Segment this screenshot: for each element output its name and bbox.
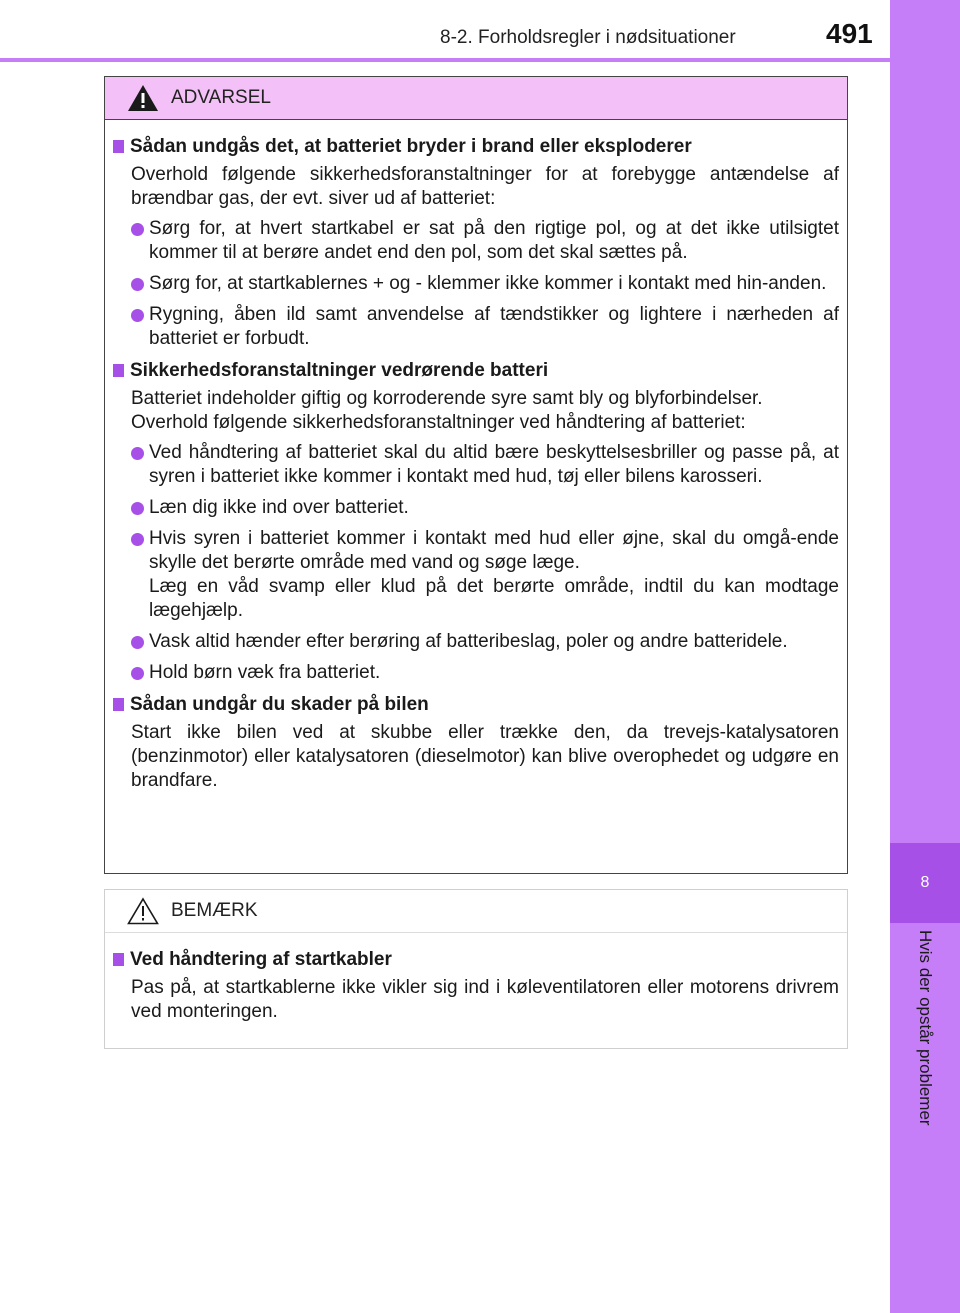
paragraph: Batteriet indeholder giftig og korroderende syre samt bly og blyforbindelser. Overhold følgende sikkerhedsforanstaltninger ved håndtering af batteriet: [131, 388, 763, 433]
square-bullet-icon [113, 698, 124, 711]
section-heading [113, 947, 839, 972]
list-item [131, 272, 839, 296]
round-bullet-icon [131, 636, 144, 649]
list-item [131, 630, 839, 654]
square-bullet-icon [113, 953, 124, 966]
list-item [131, 217, 839, 265]
list-item [131, 527, 839, 623]
chapter-title: Hvis der opstår problemer [916, 930, 935, 1126]
list-item [131, 661, 839, 685]
section-heading [113, 692, 839, 717]
heading-text: Ved håndtering af startkabler [130, 949, 392, 970]
warning-header [105, 77, 847, 120]
chapter-number: 8 [890, 843, 960, 923]
paragraph: Overhold følgende sikkerhedsforanstaltninger for at forebygge antændelse af brændbar gas, der evt. siver ud af batteriet: [131, 164, 839, 209]
section-heading [113, 358, 839, 383]
round-bullet-icon [131, 223, 144, 236]
round-bullet-icon [131, 309, 144, 322]
header-rule [0, 58, 890, 62]
list-item [131, 303, 839, 351]
section-title: 8-2. Forholdsregler i nødsituationer [440, 27, 736, 48]
list-item-text: Rygning, åben ild samt anvendelse af tændstikker og lightere i nærheden af batteriet er forbudt. [149, 304, 839, 349]
list-item-text: Vask altid hænder efter berøring af batteribeslag, poler og andre batteridele. [149, 631, 788, 652]
square-bullet-icon [113, 364, 124, 377]
heading-text: Sikkerhedsforanstaltninger vedrørende batteri [130, 360, 549, 381]
round-bullet-icon [131, 502, 144, 515]
paragraph: Start ikke bilen ved at skubbe eller trække den, da trevejs-katalysatoren (benzinmotor) eller katalysatoren (dieselmotor) kan blive overophedet og udgøre en brandfare. [131, 722, 839, 791]
list-item-text: Sørg for, at startkablernes + og - klemmer ikke kommer i kontakt med hin-anden. [149, 273, 827, 294]
round-bullet-icon [131, 667, 144, 680]
list-item-text: Hvis syren i batteriet kommer i kontakt med hud eller øjne, skal du omgå-ende skylle det berørte område med vand og søge læge. Læg en våd svamp eller klud på det berørte område, indtil du kan modtage lægehjælp. [149, 528, 839, 621]
notice-content [105, 933, 847, 1024]
list-item-text: Hold børn væk fra batteriet. [149, 662, 381, 683]
chapter-title-vertical [890, 930, 960, 1170]
paragraph: Pas på, at startkablerne ikke vikler sig ind i køleventilatoren eller motorens drivrem ved monteringen. [131, 977, 839, 1022]
notice-title: BEMÆRK [171, 900, 258, 921]
round-bullet-icon [131, 447, 144, 460]
heading-text: Sådan undgås det, at batteriet bryder i brand eller eksploderer [130, 136, 692, 157]
round-bullet-icon [131, 278, 144, 291]
notice-box [104, 889, 848, 1049]
heading-text: Sådan undgår du skader på bilen [130, 694, 429, 715]
warning-box [104, 76, 848, 874]
page-number: 491 [826, 18, 873, 49]
section-heading [113, 134, 839, 159]
warning-content [105, 120, 847, 793]
caution-triangle-outline-icon [127, 897, 159, 925]
warning-triangle-icon [127, 84, 159, 112]
list-item-text: Læn dig ikke ind over batteriet. [149, 497, 409, 518]
notice-header [105, 890, 847, 933]
square-bullet-icon [113, 140, 124, 153]
list-item-text: Sørg for, at hvert startkabel er sat på den rigtige pol, og at det ikke utilsigtet kommer til at berøre andet end den pol, som det skal sættes på. [149, 218, 839, 263]
warning-title: ADVARSEL [171, 87, 271, 108]
round-bullet-icon [131, 533, 144, 546]
list-item [131, 496, 839, 520]
list-item-text: Ved håndtering af batteriet skal du altid bære beskyttelsesbriller og passe på, at syren i batteriet ikke kommer i kontakt med hud, tøj eller bilens karosseri. [149, 442, 839, 487]
list-item [131, 441, 839, 489]
